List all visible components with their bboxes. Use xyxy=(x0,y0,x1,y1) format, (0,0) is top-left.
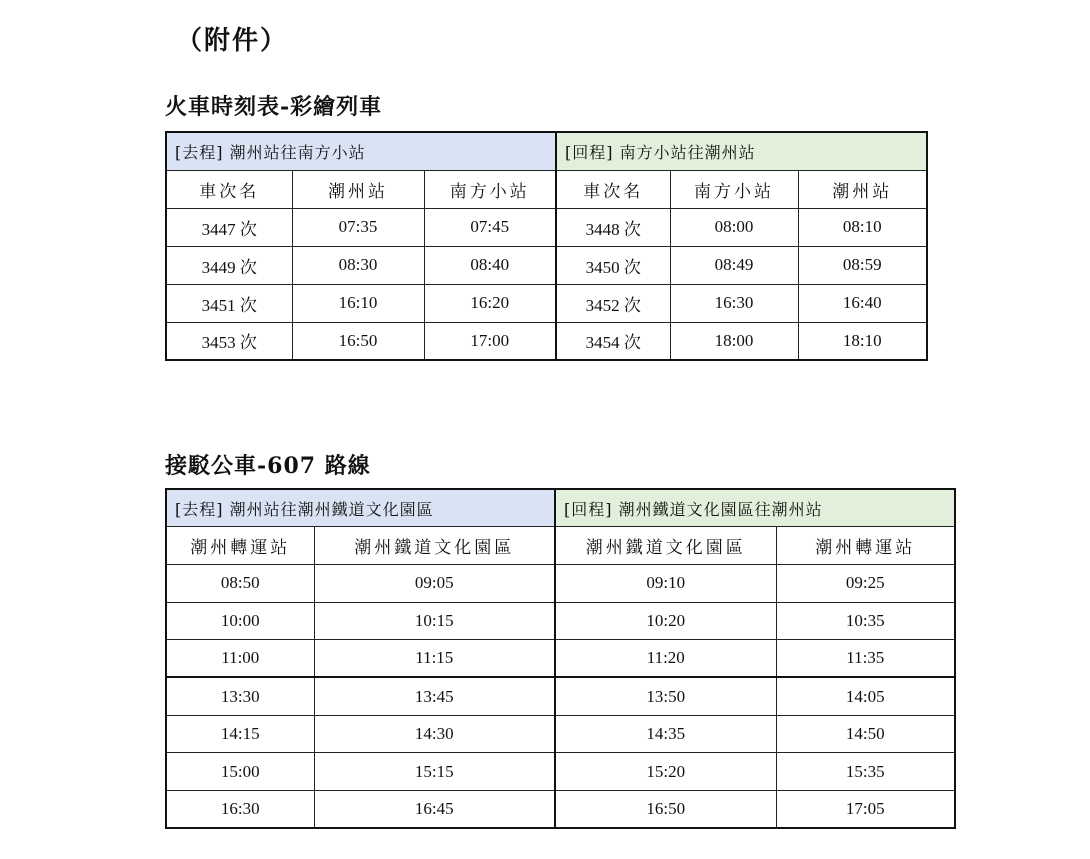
table-row xyxy=(166,246,927,284)
time-cell: 13:30 xyxy=(166,677,314,715)
time-cell: 17:00 xyxy=(424,322,556,360)
time-cell: 14:30 xyxy=(314,715,555,753)
time-cell: 16:45 xyxy=(314,791,555,829)
time-cell: 08:40 xyxy=(424,246,556,284)
time-cell: 15:20 xyxy=(555,753,776,791)
train-number-cell: 3447 次 xyxy=(166,208,292,246)
time-cell: 08:10 xyxy=(798,208,927,246)
train-number-cell: 3449 次 xyxy=(166,246,292,284)
table-row xyxy=(166,715,955,753)
time-cell: 14:15 xyxy=(166,715,314,753)
table-row xyxy=(166,564,955,602)
train-number-cell: 3448 次 xyxy=(556,208,670,246)
train-number-cell: 3450 次 xyxy=(556,246,670,284)
time-cell: 11:00 xyxy=(166,640,314,678)
attachment-label: （附件） xyxy=(176,26,289,56)
time-cell: 08:59 xyxy=(798,246,927,284)
train-direction-row xyxy=(166,132,927,170)
time-cell: 16:50 xyxy=(555,791,776,829)
time-cell: 15:35 xyxy=(776,753,955,791)
bus-direction-row xyxy=(166,489,955,527)
time-cell: 11:20 xyxy=(555,640,776,678)
bus-schedule-title: 接駁公車-607 路線 xyxy=(165,453,371,479)
time-cell: 09:10 xyxy=(555,564,776,602)
time-cell: 16:40 xyxy=(798,284,927,322)
train-number-cell: 3451 次 xyxy=(166,284,292,322)
time-cell: 18:10 xyxy=(798,322,927,360)
time-cell: 13:45 xyxy=(314,677,555,715)
time-cell: 15:15 xyxy=(314,753,555,791)
time-cell: 16:20 xyxy=(424,284,556,322)
train-schedule-title: 火車時刻表-彩繪列車 xyxy=(165,94,383,120)
time-cell: 07:45 xyxy=(424,208,556,246)
time-cell: 13:50 xyxy=(555,677,776,715)
train-number-cell: 3453 次 xyxy=(166,322,292,360)
train-return-label: [回程] 南方小站往潮州站 xyxy=(556,132,927,170)
column-header: 潮州轉運站 xyxy=(776,527,955,565)
table-row xyxy=(166,284,927,322)
time-cell: 08:00 xyxy=(670,208,798,246)
time-cell: 08:30 xyxy=(292,246,424,284)
column-header: 潮州轉運站 xyxy=(166,527,314,565)
column-header: 車次名 xyxy=(556,170,670,208)
bus-header-row xyxy=(166,527,955,565)
time-cell: 18:00 xyxy=(670,322,798,360)
column-header: 南方小站 xyxy=(670,170,798,208)
time-cell: 16:30 xyxy=(670,284,798,322)
column-header: 潮州鐵道文化園區 xyxy=(555,527,776,565)
train-outbound-label: [去程] 潮州站往南方小站 xyxy=(166,132,556,170)
time-cell: 14:50 xyxy=(776,715,955,753)
bus-outbound-label: [去程] 潮州站往潮州鐵道文化園區 xyxy=(166,489,555,527)
table-row xyxy=(166,640,955,678)
time-cell: 09:25 xyxy=(776,564,955,602)
table-row xyxy=(166,753,955,791)
time-cell: 07:35 xyxy=(292,208,424,246)
table-row xyxy=(166,602,955,640)
column-header: 車次名 xyxy=(166,170,292,208)
bus-timetable xyxy=(165,488,956,829)
table-row xyxy=(166,791,955,829)
train-number-cell: 3452 次 xyxy=(556,284,670,322)
time-cell: 14:35 xyxy=(555,715,776,753)
time-cell: 14:05 xyxy=(776,677,955,715)
column-header: 潮州站 xyxy=(798,170,927,208)
time-cell: 16:10 xyxy=(292,284,424,322)
time-cell: 10:20 xyxy=(555,602,776,640)
time-cell: 10:35 xyxy=(776,602,955,640)
table-row xyxy=(166,322,927,360)
time-cell: 10:15 xyxy=(314,602,555,640)
time-cell: 10:00 xyxy=(166,602,314,640)
column-header: 潮州站 xyxy=(292,170,424,208)
time-cell: 17:05 xyxy=(776,791,955,829)
column-header: 潮州鐵道文化園區 xyxy=(314,527,555,565)
table-row xyxy=(166,677,955,715)
time-cell: 08:49 xyxy=(670,246,798,284)
time-cell: 09:05 xyxy=(314,564,555,602)
table-row xyxy=(166,208,927,246)
train-timetable xyxy=(165,131,928,361)
train-number-cell: 3454 次 xyxy=(556,322,670,360)
time-cell: 15:00 xyxy=(166,753,314,791)
bus-return-label: [回程] 潮州鐵道文化園區往潮州站 xyxy=(555,489,955,527)
time-cell: 08:50 xyxy=(166,564,314,602)
train-header-row xyxy=(166,170,927,208)
time-cell: 11:15 xyxy=(314,640,555,678)
time-cell: 11:35 xyxy=(776,640,955,678)
column-header: 南方小站 xyxy=(424,170,556,208)
time-cell: 16:30 xyxy=(166,791,314,829)
time-cell: 16:50 xyxy=(292,322,424,360)
